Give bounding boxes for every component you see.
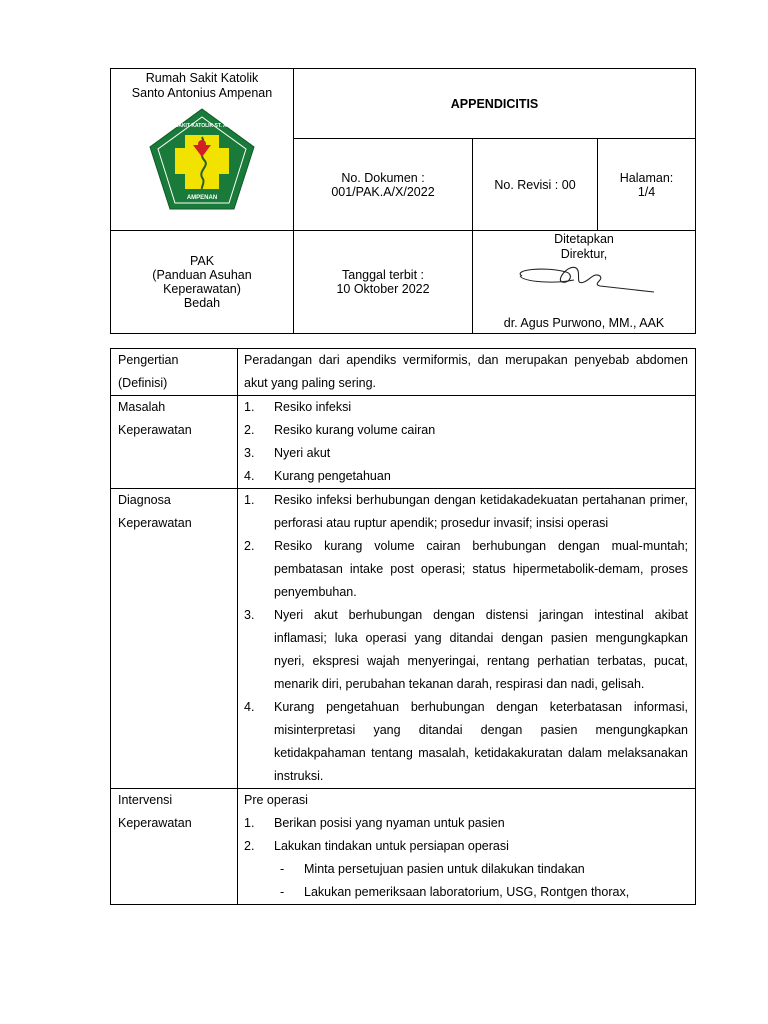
list-item bbox=[244, 835, 688, 858]
content-table bbox=[110, 348, 696, 905]
halaman-label: Halaman: bbox=[619, 170, 674, 185]
list-item bbox=[244, 465, 688, 488]
intervensi-heading: Pre operasi bbox=[244, 793, 308, 807]
item-number: 1. bbox=[244, 400, 255, 414]
row-intervensi bbox=[111, 789, 696, 905]
intervensi-list bbox=[244, 812, 688, 858]
item-number: 4. bbox=[244, 469, 255, 483]
label-masalah bbox=[111, 396, 238, 489]
dokumen-value: 001/PAK.A/X/2022 bbox=[331, 184, 435, 199]
hospital-name-line2: Santo Antonius Ampenan bbox=[131, 86, 273, 100]
item-dash: - bbox=[280, 862, 285, 876]
item-number: 2. bbox=[244, 539, 255, 553]
sub-list-item bbox=[244, 858, 688, 881]
item-text: Lakukan pemeriksaan laboratorium, USG, Rontgen thorax, bbox=[304, 885, 630, 899]
sub-list-item bbox=[244, 881, 688, 904]
list-item bbox=[244, 489, 688, 535]
ditetapkan-cell bbox=[473, 231, 696, 334]
list-item bbox=[244, 396, 688, 419]
label-diagnosa-line2: Keperawatan bbox=[118, 516, 192, 530]
label-diagnosa-line1: Diagnosa bbox=[118, 493, 171, 507]
item-number: 1. bbox=[244, 816, 255, 830]
halaman-cell bbox=[598, 139, 696, 231]
item-number: 3. bbox=[244, 608, 255, 622]
ditetapkan-label: Ditetapkan bbox=[554, 232, 614, 246]
masalah-list-cell bbox=[238, 396, 696, 489]
signature bbox=[504, 262, 664, 296]
terbit-cell bbox=[294, 231, 473, 334]
item-number: 3. bbox=[244, 446, 255, 460]
list-item bbox=[244, 442, 688, 465]
list-item bbox=[244, 535, 688, 604]
item-text: Nyeri akut bbox=[274, 446, 331, 460]
document-title: APPENDICITIS bbox=[294, 69, 696, 139]
item-number: 2. bbox=[244, 423, 255, 437]
item-text: Kurang pengetahuan berhubungan dengan keterbatasan informasi, misinterpretasi yang ditandai dengan pasien mengungkapkan ketidakpahaman tentang masalah, ketidakakuratan dalam melaksanakan instruksi. bbox=[274, 700, 688, 783]
label-diagnosa bbox=[111, 489, 238, 789]
logo-bottom-text: AMPENAN bbox=[186, 195, 218, 201]
pengertian-text: Peradangan dari apendiks vermiformis, dan merupakan penyebab abdomen akut yang paling sering. bbox=[238, 349, 696, 396]
label-pengertian-line2: (Definisi) bbox=[118, 376, 168, 390]
item-text: Resiko infeksi berhubungan dengan ketidakadekuatan pertahanan primer, perforasi atau ruptur apendik; prosedur invasif; insisi operasi bbox=[274, 493, 688, 530]
label-pengertian bbox=[111, 349, 238, 396]
pak-cell bbox=[111, 231, 294, 334]
dokumen-label: No. Dokumen : bbox=[341, 170, 425, 185]
item-text: Resiko infeksi bbox=[274, 400, 352, 414]
pak-line2: (Panduan Asuhan bbox=[152, 268, 252, 282]
pak-line1: PAK bbox=[189, 254, 215, 268]
intervensi-cell bbox=[238, 789, 696, 905]
item-text: Lakukan tindakan untuk persiapan operasi bbox=[274, 839, 509, 853]
item-text: Resiko kurang volume cairan bbox=[274, 423, 436, 437]
hospital-name-line1: Rumah Sakit Katolik bbox=[145, 71, 259, 85]
list-item bbox=[244, 604, 688, 696]
item-text: Berikan posisi yang nyaman untuk pasien bbox=[274, 816, 505, 830]
row-masalah bbox=[111, 396, 696, 489]
label-intervensi-line1: Intervensi bbox=[118, 793, 173, 807]
masalah-list bbox=[244, 396, 688, 488]
list-item bbox=[244, 696, 688, 788]
label-masalah-line1: Masalah bbox=[118, 400, 166, 414]
label-intervensi bbox=[111, 789, 238, 905]
label-pengertian-line1: Pengertian bbox=[118, 353, 179, 367]
row-pengertian bbox=[111, 349, 696, 396]
item-number: 4. bbox=[244, 700, 255, 714]
diagnosa-list bbox=[244, 489, 688, 788]
hospital-logo bbox=[147, 107, 257, 213]
terbit-value: 10 Oktober 2022 bbox=[336, 282, 430, 296]
item-dash: - bbox=[280, 885, 285, 899]
item-text: Resiko kurang volume cairan berhubungan dengan mual-muntah; pembatasan intake post operasi; status hipermetabolik-demam, proses penyembuhan. bbox=[274, 539, 688, 599]
halaman-value: 1/4 bbox=[637, 184, 656, 199]
label-masalah-line2: Keperawatan bbox=[118, 423, 192, 437]
document-header-table bbox=[110, 68, 696, 334]
item-number: 2. bbox=[244, 839, 255, 853]
terbit-label: Tanggal terbit : bbox=[342, 268, 424, 282]
pak-line3: Keperawatan) bbox=[163, 282, 241, 296]
revisi-cell: No. Revisi : 00 bbox=[473, 139, 598, 231]
item-number: 1. bbox=[244, 493, 255, 507]
row-diagnosa bbox=[111, 489, 696, 789]
dokumen-cell bbox=[294, 139, 473, 231]
pak-line4: Bedah bbox=[183, 296, 221, 310]
hospital-cell bbox=[111, 69, 294, 231]
logo-top-text: RUMAH SAKIT KATOLIK ST. ANTONIUS bbox=[155, 123, 249, 129]
list-item bbox=[244, 419, 688, 442]
intervensi-sublist bbox=[244, 858, 688, 904]
item-text: Minta persetujuan pasien untuk dilakukan tindakan bbox=[304, 862, 585, 876]
diagnosa-list-cell bbox=[238, 489, 696, 789]
list-item bbox=[244, 812, 688, 835]
direktur-label: Direktur, bbox=[560, 247, 608, 261]
item-text: Nyeri akut berhubungan dengan distensi jaringan intestinal akibat inflamasi; luka operasi yang ditandai dengan pasien mengungkapkan nyeri, ekspresi wajah menyeringai, rentang perhatian terbatas, pucat, menarik diri, perubahan tekanan darah, respirasi dan nadi, gelisah. bbox=[274, 608, 688, 691]
item-text: Kurang pengetahuan bbox=[274, 469, 391, 483]
label-intervensi-line2: Keperawatan bbox=[118, 816, 192, 830]
signer-name: dr. Agus Purwono, MM., AAK bbox=[503, 316, 665, 330]
